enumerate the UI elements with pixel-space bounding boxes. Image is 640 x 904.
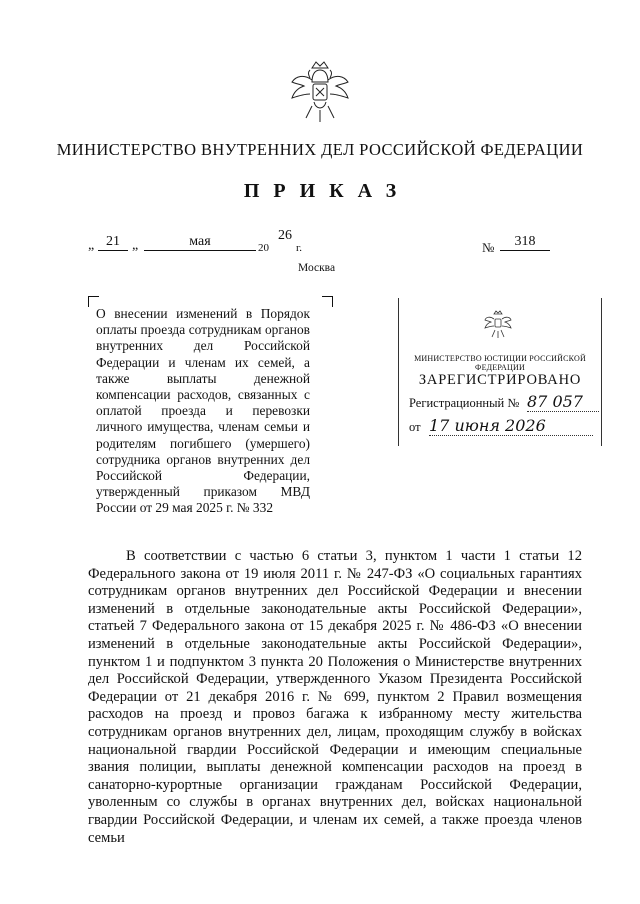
stamp-status: ЗАРЕГИСТРИРОВАНО xyxy=(418,372,582,388)
order-number xyxy=(482,234,554,258)
body-text: В соответствии с частью 6 статьи 3, пунктом 1 части 1 статьи 12 Федерального закона от 19 июля 2011 г. № 247-ФЗ «О социальных гарантиях сотрудникам органов внутренних дел Российской Федерации и внесении изменений в отдельные законодательные акты Российской Федерации», статьей 7 Федерального закона от 15 декабря 2025 г. № 486-ФЗ «О внесении изменений в отдельные законодательные акты Российской Федерации», пунктом 1 и подпунктом 3 пункта 20 Положения о Министерстве внутренних дел Российской Федерации, утвержденного Указом Президента Российской Федерации от 21 декабря 2016 г. № 699, пунктом 2 Правил возмещения расходов на проезд и провоз багажа к избранному месту жительства сотрудникам органов внутренних дел, лицам, проходящим службу в войсках национальной гвардии Российской Федерации и имеющим специальные звания полиции, выплаты денежной компенсации расходов на проезд в санаторно-курортные организации гражданам Российской Федерации, уволенным со службы в органах внутренних дел, войсках национальной гвардии Российской Федерации, и членам их семей, а также проезда членов семьи xyxy=(88,548,582,846)
stamp-number-label: Регистрационный № xyxy=(409,396,520,410)
document-type-title: ПРИКАЗ xyxy=(243,180,411,202)
city: Москва xyxy=(298,262,336,274)
stamp-number-value: 87 057 xyxy=(527,392,599,412)
number-sign: № xyxy=(482,240,495,255)
date-day: 21 xyxy=(98,234,128,251)
date-year: 26 xyxy=(278,228,292,243)
date-quote-close: „ xyxy=(132,238,139,253)
stamp-organization: МИНИСТЕРСТВО ЮСТИЦИИ РОССИЙСКОЙ ФЕДЕРАЦИИ xyxy=(414,354,586,372)
number-value: 318 xyxy=(500,234,550,251)
date-century: 20 xyxy=(258,242,269,254)
order-subject: О внесении изменений в Порядок оплаты проезда сотрудникам органов внутренних дел Российской Федерации и членам их семей, а также выплаты денежной компенсации расходов, связанных с оплатой проезда и перевозки личного имущества, членам семьи и родителям погибшего (умершего) сотрудника органов внутренних дел Российской Федерации, утвержденный приказом МВД России от 29 мая 2025 г. № 332 xyxy=(96,306,310,516)
order-date xyxy=(88,228,308,258)
stamp-date-value: 17 июня 2026 xyxy=(429,416,593,436)
date-year-suffix: г. xyxy=(296,242,303,254)
date-quote-open: „ xyxy=(88,238,95,253)
stamp-eagle-emblem-icon xyxy=(483,310,513,340)
double-headed-eagle-emblem-icon xyxy=(286,60,354,126)
order-body-paragraph xyxy=(88,548,582,847)
stamp-date-prefix: от xyxy=(409,420,421,434)
registration-stamp xyxy=(398,298,602,446)
date-month: мая xyxy=(144,234,256,251)
subject-corner-right xyxy=(322,296,333,307)
stamp-registration-date xyxy=(409,416,597,435)
stamp-registration-number xyxy=(409,392,597,411)
ministry-name: МИНИСТЕРСТВО ВНУТРЕННИХ ДЕЛ РОССИЙСКОЙ ФЕДЕРАЦИИ xyxy=(56,140,584,159)
